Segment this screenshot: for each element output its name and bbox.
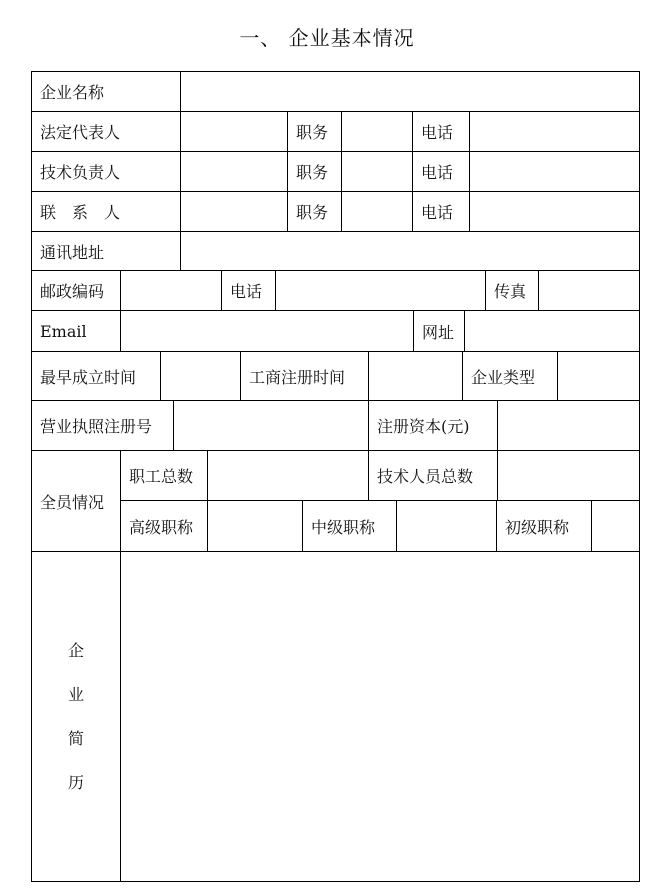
tech-lead-phone-field[interactable] <box>469 151 640 192</box>
label-contact-position: 职务 <box>287 191 342 232</box>
contact-position-field[interactable] <box>341 191 413 232</box>
profile-char-3: 简 <box>67 728 84 748</box>
contact-phone-field[interactable] <box>469 191 640 232</box>
label-contact-phone: 电话 <box>412 191 470 232</box>
profile-char-2: 业 <box>67 684 84 704</box>
company-type-field[interactable] <box>557 351 640 401</box>
license-no-field[interactable] <box>173 400 369 451</box>
label-tech-lead-position: 职务 <box>287 151 342 192</box>
company-info-form <box>32 72 640 882</box>
label-address: 通讯地址 <box>31 231 181 271</box>
company-profile-field[interactable] <box>120 551 640 882</box>
label-mid-title: 中级职称 <box>302 500 397 552</box>
label-legal-rep-phone: 电话 <box>412 111 470 152</box>
mid-title-field[interactable] <box>396 500 497 552</box>
tech-lead-field[interactable] <box>180 151 288 192</box>
website-field[interactable] <box>464 310 640 352</box>
profile-char-4: 历 <box>67 772 84 792</box>
label-tech-lead: 技术负责人 <box>31 151 181 192</box>
label-company-name: 企业名称 <box>31 71 181 112</box>
legal-rep-phone-field[interactable] <box>469 111 640 152</box>
fax-field[interactable] <box>538 270 640 311</box>
biz-reg-time-field[interactable] <box>368 351 463 401</box>
total-tech-field[interactable] <box>497 450 640 501</box>
legal-rep-field[interactable] <box>180 111 288 152</box>
label-legal-rep: 法定代表人 <box>31 111 181 152</box>
label-total-staff: 职工总数 <box>120 450 208 501</box>
postcode-field[interactable] <box>120 270 222 311</box>
label-tech-lead-phone: 电话 <box>412 151 470 192</box>
label-junior-title: 初级职称 <box>496 500 592 552</box>
label-license-no: 营业执照注册号 <box>31 400 174 451</box>
founded-field[interactable] <box>160 351 241 401</box>
reg-capital-field[interactable] <box>497 400 640 451</box>
label-contact: 联 系 人 <box>31 191 181 232</box>
phone-field[interactable] <box>275 270 486 311</box>
label-biz-reg-time: 工商注册时间 <box>240 351 369 401</box>
senior-title-field[interactable] <box>207 500 303 552</box>
email-field[interactable] <box>120 310 414 352</box>
label-company-type: 企业类型 <box>462 351 558 401</box>
label-email: Email <box>31 310 121 352</box>
label-reg-capital: 注册资本(元) <box>368 400 498 451</box>
label-postcode: 邮政编码 <box>31 270 121 311</box>
label-company-profile <box>31 551 121 882</box>
label-phone: 电话 <box>221 270 276 311</box>
label-legal-rep-position: 职务 <box>287 111 342 152</box>
address-field[interactable] <box>180 231 640 271</box>
contact-field[interactable] <box>180 191 288 232</box>
label-staff-overview: 全员情况 <box>31 450 121 552</box>
label-founded: 最早成立时间 <box>31 351 161 401</box>
form-title: 一、 企业基本情况 <box>239 26 415 50</box>
tech-lead-position-field[interactable] <box>341 151 413 192</box>
label-website: 网址 <box>413 310 465 352</box>
junior-title-field[interactable] <box>591 500 640 552</box>
legal-rep-position-field[interactable] <box>341 111 413 152</box>
company-name-field[interactable] <box>180 71 640 112</box>
total-staff-field[interactable] <box>207 450 369 501</box>
label-senior-title: 高级职称 <box>120 500 208 552</box>
label-total-tech: 技术人员总数 <box>368 450 498 501</box>
label-fax: 传真 <box>485 270 539 311</box>
profile-char-1: 企 <box>67 640 84 660</box>
